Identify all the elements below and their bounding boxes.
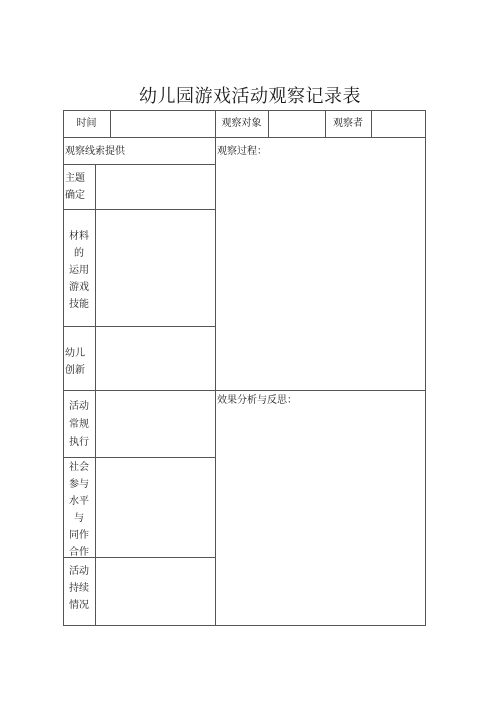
theme-field[interactable] — [96, 165, 214, 209]
time-field[interactable] — [111, 111, 214, 137]
observation-target-field[interactable] — [269, 111, 325, 137]
time-label: 时间 — [76, 118, 97, 129]
materials-label: 材料 的 运用 游戏 技能 — [69, 231, 89, 310]
persistence-field[interactable] — [96, 558, 214, 625]
creativity-field[interactable] — [96, 327, 214, 390]
table-border-right — [425, 110, 426, 626]
process-field[interactable] — [216, 160, 425, 390]
analysis-field[interactable] — [216, 410, 425, 625]
table-border-bottom — [63, 625, 426, 626]
clues-heading: 观察线索提供 — [65, 146, 125, 157]
social-label: 社会 参与 水平 与 同作 合作 — [69, 462, 89, 558]
process-label: 观察过程： — [217, 146, 267, 157]
observer-label: 观察者 — [333, 118, 363, 129]
routine-label: 活动 常规 执行 — [69, 401, 89, 448]
materials-field[interactable] — [96, 210, 214, 326]
table-rule — [63, 137, 426, 138]
social-field[interactable] — [96, 458, 214, 557]
observation-target-label: 观察对象 — [221, 118, 262, 129]
theme-label: 主题 确定 — [65, 173, 85, 201]
observer-field[interactable] — [372, 111, 425, 137]
routine-field[interactable] — [96, 391, 214, 457]
analysis-label: 效果分析与反思： — [217, 395, 297, 406]
form-title: 幼儿园游戏活动观察记录表 — [139, 86, 361, 107]
creativity-label: 幼儿 创新 — [65, 348, 85, 376]
persistence-label: 活动 持续 情况 — [69, 566, 89, 611]
